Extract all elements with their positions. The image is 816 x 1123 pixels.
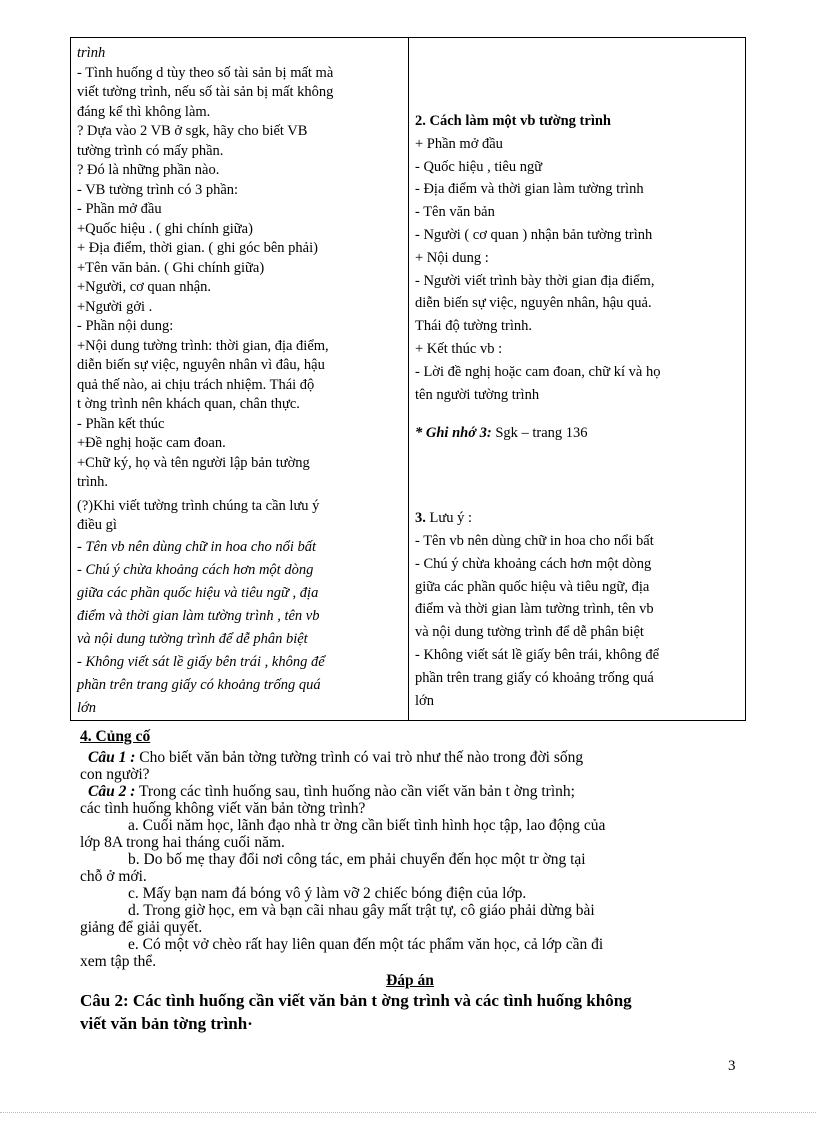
text-line: +Quốc hiệu . ( ghi chính giữa) [77, 220, 253, 237]
text-line: - VB tường trình có 3 phần: [77, 181, 239, 198]
text-line: quả thế nào, ai chịu trách nhiệm. Thái độ [77, 376, 315, 393]
text-line: - Người ( cơ quan ) nhận bản tường trình [415, 226, 653, 243]
italic-note-line: giữa các phần quốc hiệu và tiêu ngữ , địa [77, 584, 319, 601]
question-1 [80, 749, 740, 766]
question-2 [80, 783, 740, 800]
text-line: chỗ ở mới. [80, 868, 147, 885]
list-item: a. Cuối năm học, lãnh đạo nhà tr ờng cần biết tình hình học tập, lao động của [128, 817, 606, 834]
question-text: Cho biết văn bản tờng tường trình có vai trò như thế nào trong đời sống [135, 749, 584, 766]
text-line: Thái độ tường trình. [415, 318, 533, 335]
text-line: - Tên văn bản [415, 204, 495, 221]
page-number: 3 [728, 1058, 736, 1074]
text-line: trình [77, 45, 106, 61]
answer-line: Câu 2: Các tình huống cần viết văn bản t ờng trình và các tình huống không [80, 991, 632, 1010]
question-text: Trong các tình huống sau, tình huống nào cần viết văn bản t ờng trình; [135, 783, 575, 800]
italic-note-line: - Không viết sát lề giấy bên trái , không để [77, 653, 325, 670]
text-line: viết tường trình, nếu số tài sản bị mất không [77, 84, 334, 100]
text-line: điểm và thời gian làm tường trình, tên vb [415, 601, 654, 618]
text-line: và nội dung tường trình để dễ phân biệt [415, 624, 644, 641]
text-line: + Nội dung : [415, 249, 489, 266]
ghi-nho-text: Sgk – trang 136 [491, 425, 588, 442]
italic-note-line: và nội dung tường trình để dễ phân biệt [77, 630, 308, 647]
section-heading-4: 4. Củng cố [80, 728, 151, 745]
text-line: - Người viết trình bày thời gian địa điểm, [415, 272, 655, 289]
text-line: lớp 8A trong hai tháng cuối năm. [80, 834, 285, 851]
text-line: - Địa điểm và thời gian làm tường trình [415, 181, 644, 198]
text-line: t ờng trình nên khách quan, chân thực. [77, 396, 300, 412]
text-line: điều gì [77, 517, 117, 533]
text-line: - Phần mở đầu [77, 201, 162, 217]
text-line: giữa các phần quốc hiệu và tiêu ngữ, địa [415, 578, 650, 595]
text-line: - Không viết sát lề giấy bên trái, không để [415, 646, 660, 663]
ghi-nho-line [415, 422, 741, 445]
italic-note-line: - Tên vb nên dùng chữ in hoa cho nổi bất [77, 538, 317, 555]
content-column [415, 110, 741, 712]
italic-note-line: phần trên trang giấy có khoảng trống quá [77, 676, 321, 693]
text-line: - Tình huống d tùy theo số tài sản bị mất mà [77, 64, 334, 81]
heading-number: 3. [415, 510, 426, 527]
heading-text: Lưu ý : [425, 510, 472, 527]
text-line: - Lời đề nghị hoặc cam đoan, chữ kí và họ [415, 363, 661, 380]
text-line: đáng kể thì không làm. [77, 103, 211, 120]
consolidation-section [80, 728, 740, 1035]
text-line: tên người tường trình [415, 386, 540, 403]
page-bottom-rule [0, 1112, 816, 1113]
text-line: +Nội dung tường trình: thời gian, địa điểm, [77, 337, 329, 354]
text-line: tường trình có mấy phần. [77, 142, 224, 159]
text-line: +Người, cơ quan nhận. [77, 279, 212, 295]
text-line: +Người gởi . [77, 298, 153, 315]
list-item: e. Có một vở chèo rất hay liên quan đến một tác phẩm văn học, cả lớp cần đi [128, 936, 604, 953]
text-line: + Kết thúc vb : [415, 340, 503, 357]
text-line: - Chú ý chừa khoảng cách hơn một dòng [415, 555, 652, 572]
answer-line: viết văn bản tờng trình· [80, 1014, 253, 1033]
text-line: +Tên văn bản. ( Ghi chính giữa) [77, 259, 265, 276]
section-heading-2: 2. Cách làm một vb tường trình [415, 113, 611, 129]
text-line: - Quốc hiệu , tiêu ngữ [415, 158, 543, 175]
list-item: c. Mấy bạn nam đá bóng vô ý làm vỡ 2 chiếc bóng điện của lớp. [128, 885, 527, 902]
text-line: trình. [77, 474, 109, 490]
text-line: giảng để giải quyết. [80, 919, 203, 936]
text-line: + Địa điểm, thời gian. ( ghi góc bên phải) [77, 240, 318, 256]
text-line: - Phần kết thúc [77, 415, 165, 432]
text-line: xem tập thể. [80, 953, 157, 970]
column-divider [408, 38, 409, 720]
text-line: con người? [80, 766, 150, 783]
text-line: - Phần nội dung: [77, 318, 174, 334]
activity-column [77, 44, 403, 720]
answer-title: Đáp án [386, 972, 434, 989]
text-line: lớn [415, 692, 434, 709]
list-item: b. Do bố mẹ thay đổi nơi công tác, em phải chuyển đến học một tr ờng tại [128, 851, 586, 868]
text-line: diễn biến sự việc, nguyên nhân vì đâu, hậu [77, 357, 325, 373]
text-line: +Chữ ký, họ và tên người lập bản tường [77, 454, 310, 471]
text-line: - Tên vb nên dùng chữ in hoa cho nổi bất [415, 532, 654, 549]
text-line: ? Dựa vào 2 VB ở sgk, hãy cho biết VB [77, 123, 308, 139]
text-line: +Đề nghị hoặc cam đoan. [77, 435, 226, 451]
text-line: diễn biến sự việc, nguyên nhân, hậu quả. [415, 295, 652, 312]
content-table [70, 37, 746, 721]
text-line: phần trên trang giấy có khoảng trống quá [415, 669, 654, 686]
question-label: Câu 2 : [88, 783, 136, 800]
text-line: + Phần mở đầu [415, 135, 503, 152]
question-label: Câu 1 : [88, 749, 136, 766]
text-line: ? Đó là những phần nào. [77, 162, 220, 178]
ghi-nho-label: * Ghi nhớ 3: [415, 425, 492, 442]
italic-note-line: - Chú ý chừa khoảng cách hơn một dòng [77, 561, 314, 578]
text-line: (?)Khi viết tường trình chúng ta cần lưu ý [77, 497, 320, 514]
list-item: d. Trong giờ học, em và bạn cãi nhau gây mất trật tự, cô giáo phải dừng bài [128, 902, 595, 919]
section-heading-3 [415, 507, 741, 530]
italic-note-line: lớn [77, 699, 97, 716]
text-line: các tình huống không viết văn bản tờng trình? [80, 800, 366, 817]
italic-note-line: điểm và thời gian làm tường trình , tên vb [77, 607, 320, 624]
